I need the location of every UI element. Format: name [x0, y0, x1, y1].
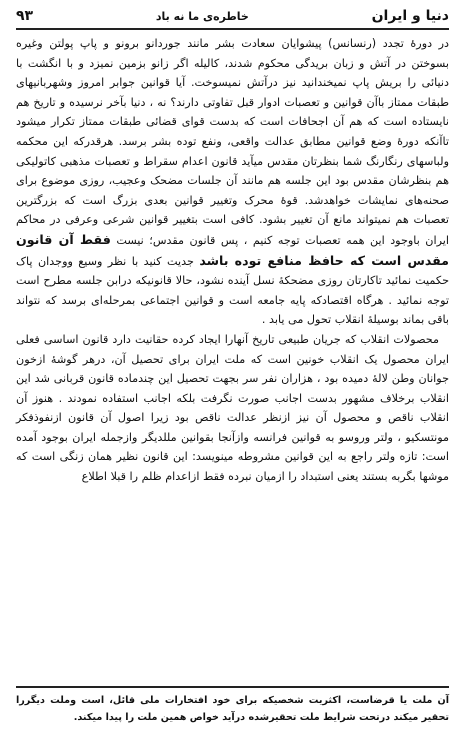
paragraph-1-text-a: در دورهٔ تجدد (رنسانس) پیشوایان سعادت بشر مانند جوردانو برونو و پاپ پولتن وغیره بسوختن در آتش و زبان بریدگی محکوم شدند، کالیله اگر زانو بزمین نمیزد و با انگشت با دنیائی را بریش پاپ نمیخندانید نیز درآتش نمیسوخت. آیا قوانین جوابر امروز وشهربانیهای طبقات ممتاز باآن قوانین و تعصبات ادوار قبل تفاوتی دارند؟ نه ، دنیا بآخر نرسیده و تاریخ هم نایستاده است که هم آن اجحافات است که بدست قوای قضائی طبقات ممتاز تکرار میشود تاآنکه دورهٔ وضع قوانین مطابق عدالت واقعی، ونفع توده بشر برسد. هرقدرکه این محکمه ولباسهای رنگارنگ شما بنظرتان مقدس میآید قانون اعدام سقراط و تعصبات مذهبی کاتولیکی هم بنظرشان مقدس بود این جلسه هم مانند آن جلسات مضحک وعجیب، روزی موضوع برای صحنه‌های نمایشات خواهدشد. قوهٔ محرک وتغییر قوانین بعدی بزرگ است که بزرگترین تعصبات هم نمیتواند مانع آن تغییر بشود. کافی است بتغییر قوانین شرعی وعرفی در محاکم ایران باوجود این همه تعصبات توجه کنیم ، پس قانون مقدس؛ نیست [16, 37, 450, 247]
paragraph-2: محصولات انقلاب که جریان طبیعی تاریخ آنهارا ایجاد کرده حقانیت دارد قانون اساسی فعلی ایران محصول یک انقلاب خونین است که ملت ایران برای تحصیل آن، درهر گوشهٔ ازخون جوانان وطن لالهٔ دمیده بود ، هزاران نفر سر بجهت تحصیل این چندماده قانون قربانی شد این انقلاب برخلاف مشهور بدست اجانب صورت نگرفت بلکه اجانب استفاده نمودند . هنوز آن انقلاب ناقص و محصول آن نیز ازنظر عدالت ناقص بود زیرا اصول آن قانون ازنفوذفکر مونتسکیو ، ولتر وروسو به قوانین فرانسه وازآنجا بقوانین مللدیگر وازجمله ایران بوجود آمده است: تازه ولتر راجع به این قوانین مشروطه مینویسد: این قانون نظیر همان زنگی است که موشها بگربه بستند یعنی استبداد را ازمیان نبرده فقط ازاعدام ظلم را قبلا اطلاع [16, 332, 449, 484]
article-body [16, 34, 449, 487]
footnote: آن ملت یا قرضاست، اکثریت شخصیکه برای خود افتخارات ملی قائل، است وملت دیگررا تحقیر میکند درتحت شرایط ملت تحقیرشده درآید خواص همین ملت را پیدا میکند. [16, 695, 449, 723]
running-title: خاطره‌ی ما نه باد [155, 9, 249, 23]
page-header [16, 4, 449, 30]
emphasized-statement: فقط آن قانون مقدس است که حافظ منافع توده باشد [16, 231, 449, 268]
paragraph-1 [16, 34, 449, 330]
footnote-divider [16, 686, 449, 688]
journal-name: دنیا و ایران [371, 8, 449, 24]
page-number: ۹۳ [16, 8, 34, 24]
paragraph-1-text-b: جدیت کنید با نظر وسیع ووجدان پاک حکمیت نمائید تاکارتان روزی مضحکهٔ نسل آینده نشود، حالا قانونیکه درابن جلسه مطرح است توجه نمائید . هرگاه اقتصادکه پایه جامعه است و قوانین اجتماعی بمرحله‌ای برسد که نتواند باقی بماند بوسیلهٔ انقلاب تحول می یابد . [16, 254, 449, 327]
